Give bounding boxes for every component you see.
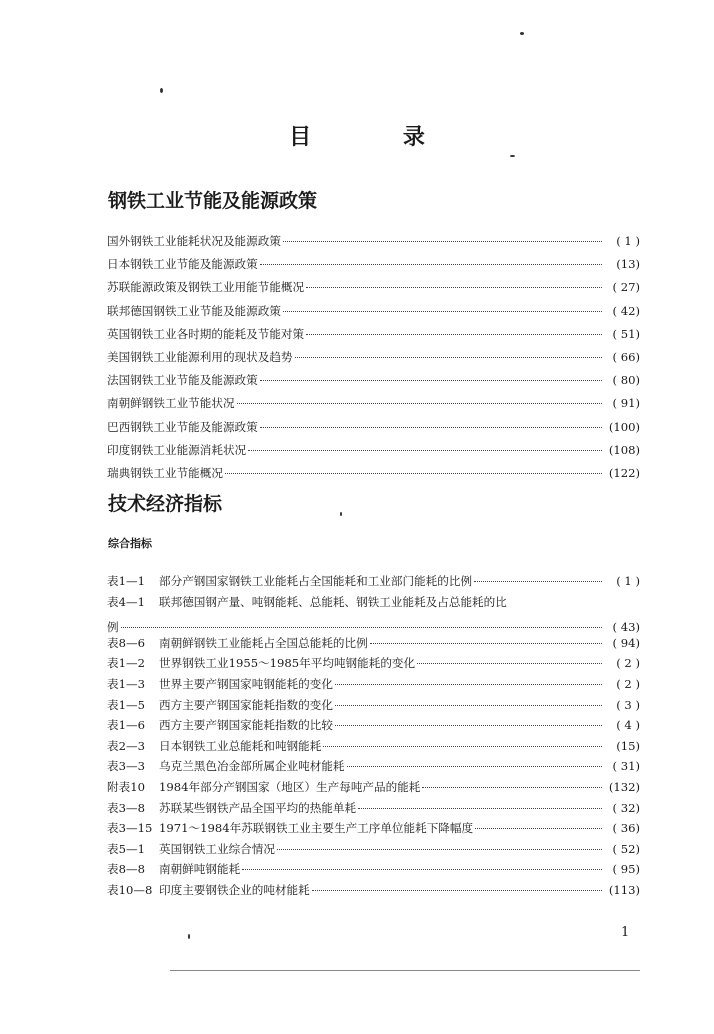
toc-entry [107,862,640,883]
dot-leader [335,725,602,726]
toc-entry-page: ( 95) [612,862,640,877]
dot-leader [225,473,602,474]
section-heading-energy-policy: 钢铁工业节能及能源政策 [108,190,318,212]
toc-entry-code: 表3—8 [107,800,145,815]
dot-leader [306,334,602,335]
toc-entry-code: 附表10 [107,779,145,794]
toc-entry-title: 西方主要产钢国家能耗指数的变化 [159,697,333,712]
toc-entry-page: ( 36) [612,821,640,836]
toc-entry [107,280,640,303]
toc-entry-line [107,620,640,634]
toc-entry [107,780,640,801]
toc-entry-code: 表3—15 [107,821,153,836]
toc-entry [107,821,640,842]
toc-entry [107,396,640,419]
toc-entry-title: 英国钢铁工业综合情况 [159,841,275,856]
toc-entry [107,234,640,257]
scan-speck [160,88,163,93]
toc-entry-title-continued: 例 [107,619,119,634]
toc-entry-code: 表5—1 [107,841,145,856]
toc-entry-page: (15) [616,738,640,753]
toc-entry-page: ( 1 ) [616,234,640,248]
dot-leader [121,627,602,628]
toc-entry-code: 表1—2 [107,656,145,671]
toc-entry-title: 法国钢铁工业节能及能源政策 [107,373,258,388]
toc-entry-title: 部分产钢国家钢铁工业能耗占全国能耗和工业部门能耗的比例 [159,574,473,588]
toc-entry-title: 印度主要钢铁企业的吨材能耗 [159,882,310,897]
toc-entry-code: 表4—1 [107,594,145,609]
dot-leader [474,581,602,582]
toc-entry-page: ( 4 ) [616,718,640,733]
toc-list-energy-policy [107,234,640,489]
toc-entry-page: (132) [608,779,640,794]
dot-leader [422,787,602,788]
toc-entry-title: 联邦德国钢铁工业节能及能源政策 [107,303,281,318]
dot-leader [306,287,602,288]
toc-entry-title: 世界主要产钢国家吨钢能耗的变化 [159,676,333,691]
dot-leader [358,808,602,809]
toc-entry [107,801,640,822]
dot-leader [335,684,602,685]
toc-entry [107,677,640,698]
toc-entry [107,636,640,657]
toc-entry-page: (13) [616,257,640,272]
toc-entry [107,739,640,760]
toc-entry-page: (100) [608,419,640,434]
footer-rule [170,970,640,971]
page-number: 1 [621,925,630,940]
dot-leader [260,264,602,265]
toc-entry-title: 南朝鲜吨钢能耗 [159,862,241,877]
dot-leader [260,380,602,381]
toc-entry-title: 西方主要产钢国家能耗指数的比较 [159,718,333,733]
toc-entry-code: 表1—6 [107,718,145,733]
toc-entry-page: (108) [608,442,640,457]
toc-entry-page: ( 3 ) [616,697,640,712]
toc-entry-code: 表8—8 [107,862,145,877]
dot-leader [475,828,602,829]
toc-entry [107,420,640,443]
dot-leader [417,663,602,664]
toc-entry-title: 联邦德国钢产量、吨钢能耗、总能耗、钢铁工业能耗及占总能耗的比 [159,594,507,609]
toc-entry-title: 日本钢铁工业节能及能源政策 [107,257,258,272]
toc-entry-title: 巴西钢铁工业节能及能源政策 [107,419,258,434]
toc-entry-title: 苏联某些钢铁产品全国平均的热能单耗 [159,800,357,815]
toc-entry [107,373,640,396]
dot-leader [370,643,602,644]
section-heading-tech-indicators: 技术经济指标 [108,493,223,515]
toc-entry-title: 苏联能源政策及钢铁工业用能节能概况 [107,280,305,295]
toc-entry [107,443,640,466]
toc-entry-page: ( 42) [612,303,640,318]
dot-leader [260,427,602,428]
toc-entry [107,466,640,489]
toc-entry-page: ( 27) [612,280,640,295]
toc-entry-page: ( 52) [612,841,640,856]
toc-entry-title: 世界钢铁工业1955～1985年平均吨钢能耗的变化 [159,656,416,671]
toc-entry [107,595,640,636]
toc-entry [107,574,640,595]
toc-entry [107,698,640,719]
dot-leader [283,311,602,312]
toc-entry-title: 乌克兰黑色冶金部所属企业吨材能耗 [159,759,345,774]
toc-entry [107,759,640,780]
toc-entry-title: 印度钢铁工业能源消耗状况 [107,442,247,457]
toc-entry [107,327,640,350]
toc-entry [107,718,640,739]
dot-leader [248,450,602,451]
toc-entry-page: ( 80) [612,373,640,388]
dot-leader [237,403,602,404]
scan-speck [188,934,190,939]
toc-entry [107,656,640,677]
toc-entry [107,842,640,863]
dot-leader [312,890,602,891]
scan-speck [510,155,515,157]
toc-entry-code: 表8—6 [107,635,145,650]
toc-entry [107,883,640,904]
toc-entry-page: ( 1 ) [616,574,640,588]
toc-entry-title: 日本钢铁工业总能耗和吨钢能耗 [159,738,322,753]
toc-entry-page: ( 91) [612,396,640,411]
toc-entry-page: (122) [608,465,640,480]
toc-entry-title: 英国钢铁工业各时期的能耗及节能对策 [107,326,305,341]
toc-list-tech-indicators [107,574,640,904]
dot-leader [242,869,602,870]
toc-entry-code: 表1—1 [107,574,145,588]
toc-entry-page: (113) [608,882,640,897]
dot-leader [277,849,602,850]
dot-leader [347,766,602,767]
page-title: 目 录 [289,124,467,150]
toc-entry-line [107,595,640,609]
toc-entry [107,350,640,373]
toc-entry-page: ( 2 ) [616,676,640,691]
toc-entry-page: ( 51) [612,326,640,341]
toc-entry-page: ( 31) [612,759,640,774]
toc-entry-code: 表3—3 [107,759,145,774]
dot-leader [283,241,602,242]
toc-entry [107,257,640,280]
scan-speck [340,512,342,516]
toc-entry-title: 南朝鲜钢铁工业能耗占全国总能耗的比例 [159,635,368,650]
toc-entry-code: 表2—3 [107,738,145,753]
toc-entry [107,304,640,327]
toc-entry-page: ( 94) [612,635,640,650]
toc-entry-title: 美国钢铁工业能源利用的现状及趋势 [107,349,293,364]
dot-leader [295,357,602,358]
toc-entry-page: ( 66) [612,349,640,364]
toc-entry-page: ( 32) [612,800,640,815]
toc-entry-title: 南朝鲜钢铁工业节能状况 [107,396,235,411]
toc-entry-code: 表10—8 [107,882,153,897]
dot-leader [323,746,602,747]
toc-entry-code: 表1—5 [107,697,145,712]
toc-entry-title: 国外钢铁工业能耗状况及能源政策 [107,234,281,248]
toc-entry-title: 1971～1984年苏联钢铁工业主要生产工序单位能耗下降幅度 [159,821,474,836]
toc-entry-page: ( 43) [612,619,640,634]
dot-leader [335,705,602,706]
toc-entry-title: 瑞典钢铁工业节能概况 [107,465,223,480]
scan-speck [520,32,524,35]
subheading-composite-indicators: 综合指标 [108,537,152,550]
toc-entry-title: 1984年部分产钢国家（地区）生产每吨产品的能耗 [159,779,421,794]
toc-entry-page: ( 2 ) [616,656,640,671]
toc-entry-code: 表1—3 [107,676,145,691]
